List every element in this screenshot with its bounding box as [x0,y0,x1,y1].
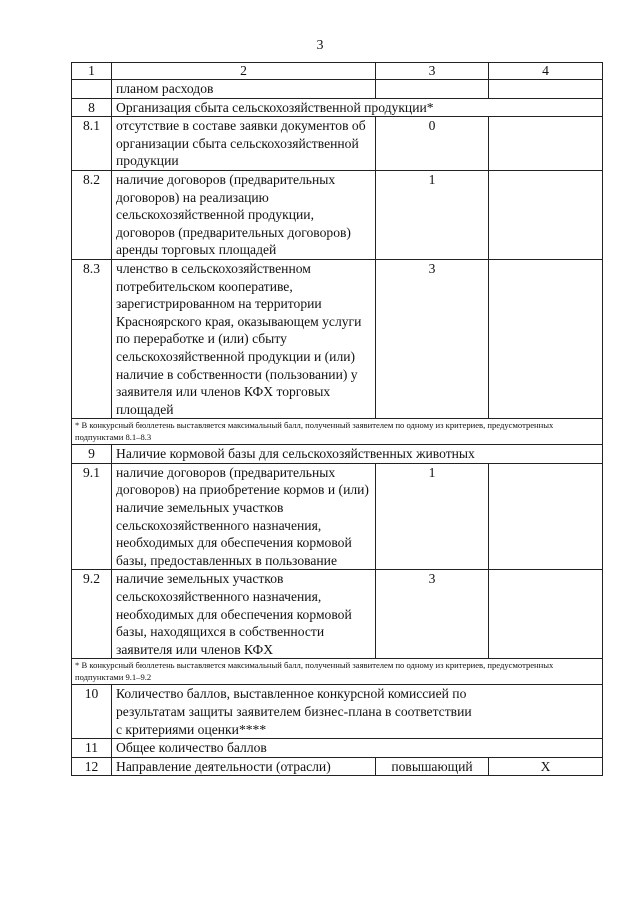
row-number: 8.3 [72,259,112,418]
table-row [72,117,603,171]
row-number: 8.2 [72,170,112,259]
row-score: 0 [376,117,489,171]
row-number: 12 [72,757,112,776]
page-number: 3 [316,38,324,53]
footnote: * В конкурсный бюллетень выставляется максимальный балл, полученный заявителем по одному из критериев, предусмотренных подпунктами 8.1–8.3 [72,419,603,445]
header-cell: 1 [72,63,112,80]
row-score [376,80,489,99]
row-score: 1 [376,463,489,570]
row-col4 [489,570,603,659]
row-score: повышающий [376,757,489,776]
table-row [72,685,603,739]
row-text: наличие договоров (предварительных договоров) на приобретение кормов и (или) наличие земельных участков сельскохозяйственного назначения, необходимых для обеспечения кормовой базы, предоставленных в пользование [112,463,376,570]
footnote-row [72,419,603,445]
row-text: членство в сельскохозяйственном потребительском кооперативе, зарегистрированном на территории Красноярского края, оказывающем услуги по переработке и (или) сбыту сельскохозяйственной продукции и (или) наличие в собственности (пользовании) у заявителя или членов КФХ торговых площадей [112,259,376,418]
table-row [72,445,603,464]
row-text: Количество баллов, выставленное конкурсной комиссией по результатам защиты заявителем бизнес-плана в соответствии с критериями оценки**** [112,685,603,739]
row-text: Организация сбыта сельскохозяйственной продукции* [112,98,603,117]
header-cell: 2 [112,63,376,80]
row-score: 3 [376,570,489,659]
table-row [72,80,603,99]
header-cell: 4 [489,63,603,80]
row-number: 9 [72,445,112,464]
row-number: 10 [72,685,112,739]
footnote: * В конкурсный бюллетень выставляется максимальный балл, полученный заявителем по одному из критериев, предусмотренных подпунктами 9.1–9.2 [72,659,603,685]
row-col4 [489,170,603,259]
row-text: отсутствие в составе заявки документов об организации сбыта сельскохозяйственной продукции [112,117,376,171]
row-text: наличие договоров (предварительных договоров) на реализацию сельскохозяйственной продукции, договоров (предварительных договоров) аренды торговых площадей [112,170,376,259]
row-text: Общее количество баллов [112,739,603,758]
row-score: 3 [376,259,489,418]
row-text: Направление деятельности (отрасли) [112,757,376,776]
row-col4 [489,117,603,171]
table-row [72,463,603,570]
table-row [72,98,603,117]
row-text: планом расходов [112,80,376,99]
row-col4 [489,463,603,570]
row-number [72,80,112,99]
row-number: 11 [72,739,112,758]
table-row [72,259,603,418]
table-header-row [72,63,603,80]
table-row [72,170,603,259]
table-row [72,570,603,659]
row-number: 8 [72,98,112,117]
footnote-row [72,659,603,685]
row-text: наличие земельных участков сельскохозяйственного назначения, необходимых для обеспечения кормовой базы, находящихся в собственности заявителя или членов КФХ [112,570,376,659]
table-row [72,757,603,776]
criteria-table [71,62,603,776]
table-row [72,739,603,758]
row-number: 8.1 [72,117,112,171]
row-col4 [489,259,603,418]
row-col4: Х [489,757,603,776]
row-score: 1 [376,170,489,259]
row-text: Наличие кормовой базы для сельскохозяйственных животных [112,445,603,464]
row-number: 9.1 [72,463,112,570]
row-number: 9.2 [72,570,112,659]
header-cell: 3 [376,63,489,80]
row-col4 [489,80,603,99]
